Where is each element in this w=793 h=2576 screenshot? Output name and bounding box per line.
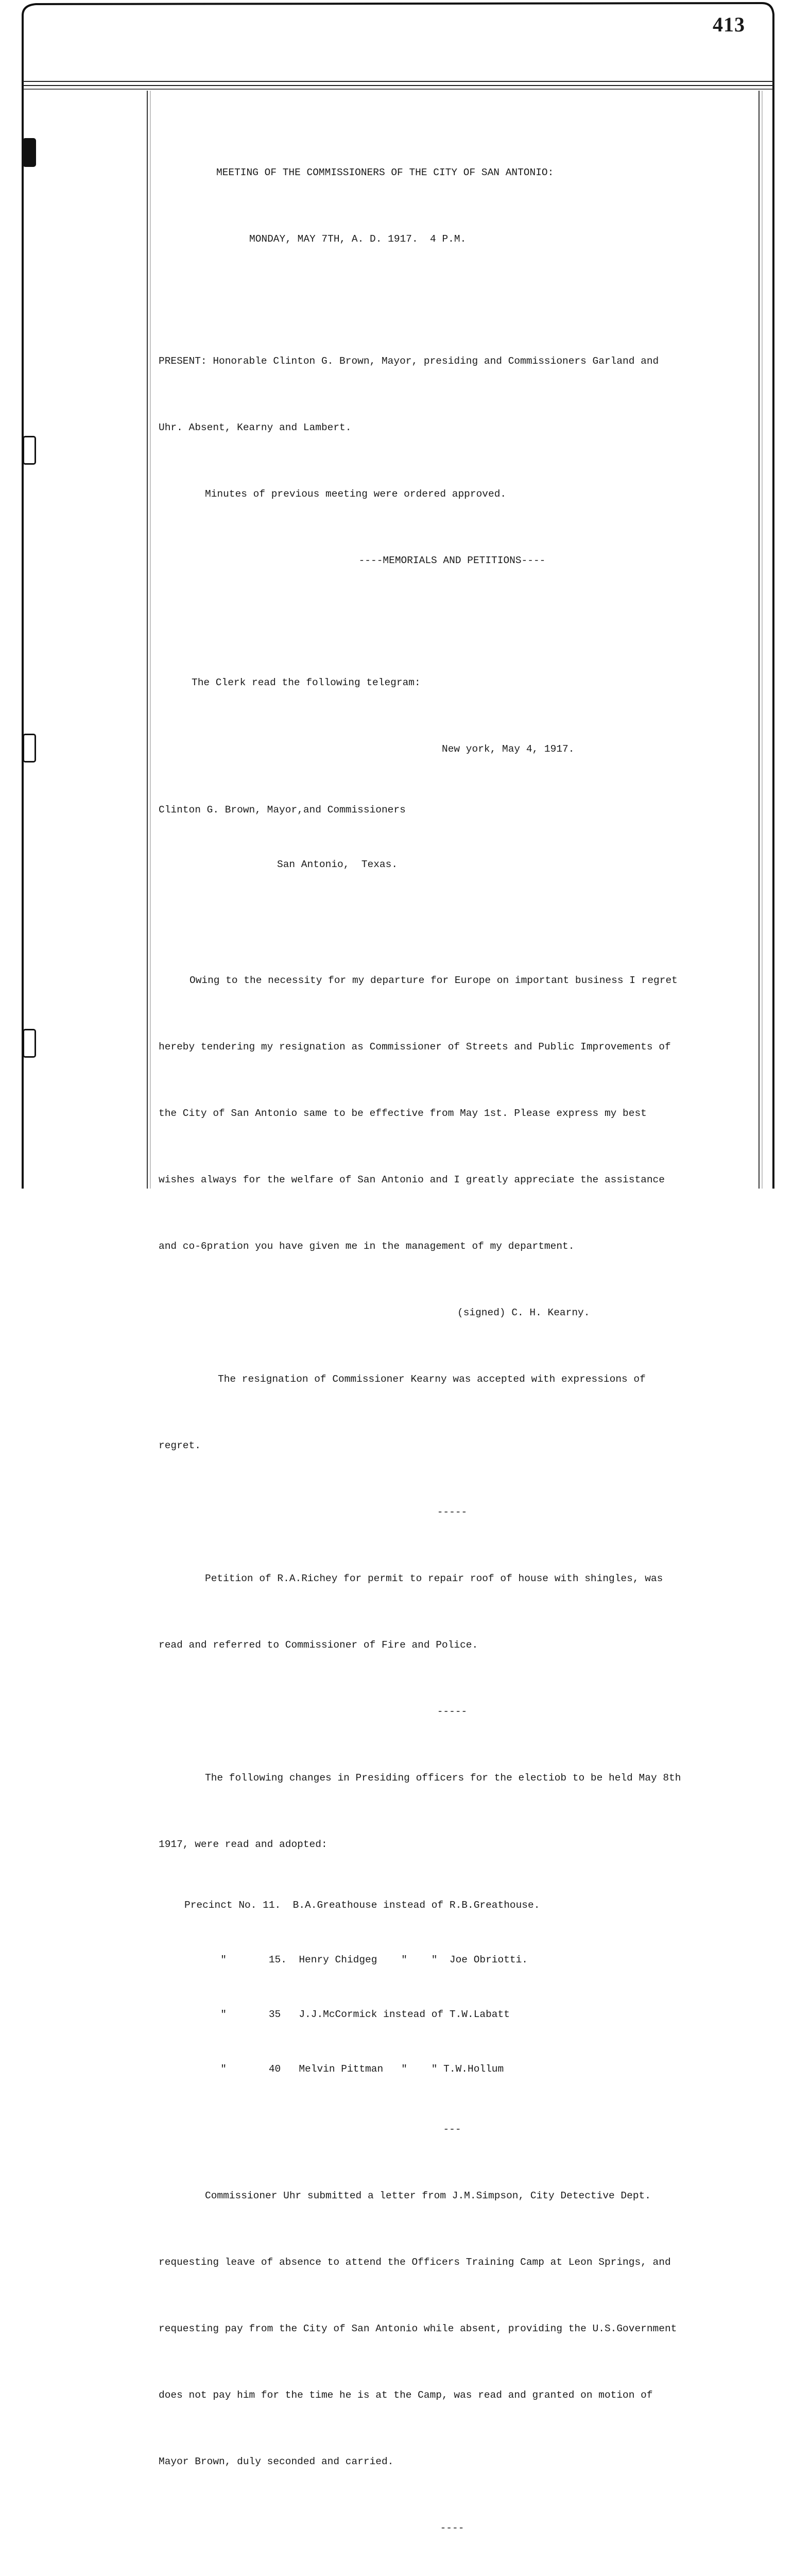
present-line: PRESENT: Honorable Clinton G. Brown, Mayor, presiding and Commissioners Garland and <box>159 355 659 367</box>
binding-tab <box>23 1029 36 1058</box>
separator: ----- <box>437 1506 468 1518</box>
telegram-address: San Antonio, Texas. <box>277 859 398 870</box>
precinct-row: " 35 J.J.McCormick instead of T.W.Labatt <box>184 2009 510 2020</box>
telegram-body: wishes always for the welfare of San Antonio and I greatly appreciate the assistance <box>159 1174 665 1185</box>
telegram-body: Owing to the necessity for my departure for Europe on important business I regret <box>189 975 678 986</box>
minutes-text <box>159 117 746 2576</box>
telegram-intro: The Clerk read the following telegram: <box>192 677 421 688</box>
simpson-request: does not pay him for the time he is at the Camp, was read and granted on motion of <box>159 2389 653 2401</box>
section-heading: ----MEMORIALS AND PETITIONS---- <box>358 555 546 566</box>
telegram-dateline: New york, May 4, 1917. <box>442 743 575 755</box>
meeting-heading: MEETING OF THE COMMISSIONERS OF THE CITY OF SAN ANTONIO: <box>216 167 554 178</box>
absent-line: Uhr. Absent, Kearny and Lambert. <box>159 422 352 433</box>
separator: --- <box>443 2124 461 2135</box>
page-number: 413 <box>713 13 745 36</box>
binding-tab <box>23 734 36 762</box>
richey-petition: Petition of R.A.Richey for permit to repair roof of house with shingles, was <box>205 1573 663 1584</box>
binding-tab <box>23 138 36 167</box>
separator: ---- <box>440 2522 464 2534</box>
minutes-approved: Minutes of previous meeting were ordered approved. <box>205 488 507 500</box>
simpson-request: Commissioner Uhr submitted a letter from J.M.Simpson, City Detective Dept. <box>205 2190 651 2201</box>
telegram-address: Clinton G. Brown, Mayor,and Commissioners <box>159 804 406 816</box>
simpson-request: requesting leave of absence to attend the Officers Training Camp at Leon Springs, and <box>159 2257 671 2268</box>
resignation-accepted: regret. <box>159 1440 201 1451</box>
simpson-request: Mayor Brown, duly seconded and carried. <box>159 2456 394 2467</box>
precinct-row: " 15. Henry Chidgeg " " Joe Obriotti. <box>184 1954 528 1965</box>
officer-changes: 1917, were read and adopted: <box>159 1839 327 1850</box>
precinct-row: Precinct No. 11. B.A.Greathouse instead of R.B.Greathouse. <box>184 1900 540 1911</box>
resignation-accepted: The resignation of Commissioner Kearny was accepted with expressions of <box>218 1374 646 1385</box>
precinct-row: " 40 Melvin Pittman " " T.W.Hollum <box>184 2063 504 2075</box>
binding-tab <box>23 436 36 465</box>
separator: ----- <box>437 1706 468 1717</box>
telegram-signature: (signed) C. H. Kearny. <box>457 1307 590 1318</box>
simpson-request: requesting pay from the City of San Antonio while absent, providing the U.S.Government <box>159 2323 677 2334</box>
telegram-body: the City of San Antonio same to be effective from May 1st. Please express my best <box>159 1108 647 1119</box>
telegram-body: hereby tendering my resignation as Commissioner of Streets and Public Improvements of <box>159 1041 671 1053</box>
officer-changes: The following changes in Presiding officers for the electiob to be held May 8th <box>205 1772 681 1784</box>
richey-petition: read and referred to Commissioner of Fire and Police. <box>159 1639 478 1651</box>
meeting-date: MONDAY, MAY 7TH, A. D. 1917. 4 P.M. <box>249 233 467 245</box>
telegram-body: and co-6pration you have given me in the management of my department. <box>159 1241 575 1252</box>
